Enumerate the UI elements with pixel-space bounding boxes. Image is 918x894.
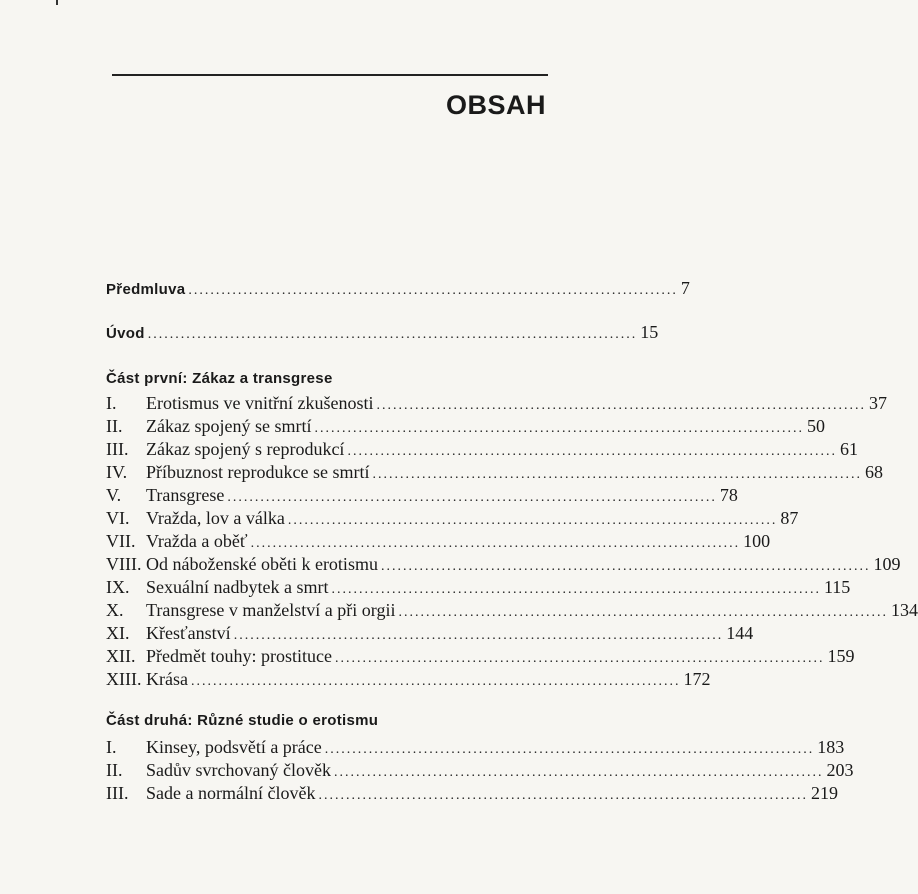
toc-entry-page: 7	[680, 278, 690, 298]
chapter-number: II.	[106, 760, 123, 780]
dot-leader: .........................................................................................	[227, 490, 717, 505]
chapter-title: Transgrese v manželství a při orgii	[146, 600, 396, 620]
dot-leader: .........................................................................................	[147, 327, 638, 342]
dot-leader: .........................................................................................	[287, 513, 778, 528]
dot-leader: .........................................................................................	[233, 628, 724, 643]
chapter-page: 37	[868, 393, 887, 413]
chapter-page: 183	[817, 737, 845, 757]
chapter-number: II.	[106, 416, 123, 436]
toc-entry-page: 15	[640, 322, 659, 342]
chapter-page: 144	[726, 623, 754, 643]
chapter-title: Předmět touhy: prostituce	[146, 646, 332, 666]
chapter-page: 50	[806, 416, 825, 436]
dot-leader: .........................................................................................	[250, 536, 741, 551]
chapter-number: I.	[106, 393, 117, 413]
chapter-number: X.	[106, 600, 124, 620]
toc-entry-title: Úvod	[106, 325, 145, 342]
chapter-title: Transgrese	[146, 485, 225, 505]
dot-leader: .........................................................................................	[318, 788, 808, 803]
chapter-number: XII.	[106, 646, 136, 666]
dot-leader: .........................................................................................	[380, 559, 871, 574]
chapter-number: V.	[106, 485, 122, 505]
chapter-title: Sadův svrchovaný člověk	[146, 760, 331, 780]
chapter-number: VII.	[106, 531, 136, 551]
toc-entry	[106, 667, 711, 694]
chapter-title: Kinsey, podsvětí a práce	[146, 737, 322, 757]
dot-leader: .........................................................................................	[334, 651, 825, 666]
toc-entry-title: Předmluva	[106, 281, 186, 298]
chapter-title: Sexuální nadbytek a smrt	[146, 577, 329, 597]
page-edge-mark	[56, 0, 58, 5]
chapter-title: Zákaz spojený s reprodukcí	[146, 439, 345, 459]
chapter-number: III.	[106, 439, 129, 459]
chapter-page: 78	[719, 485, 738, 505]
chapter-page: 115	[823, 577, 851, 597]
chapter-title: Sade a normální člověk	[146, 783, 316, 803]
chapter-number: XI.	[106, 623, 130, 643]
toc-entry-predmluva	[106, 276, 690, 303]
chapter-title: Vražda, lov a válka	[146, 508, 285, 528]
chapter-page: 159	[827, 646, 855, 666]
dot-leader: .........................................................................................	[188, 283, 678, 298]
chapter-page: 100	[743, 531, 771, 551]
dot-leader: .........................................................................................	[331, 582, 821, 597]
dot-leader: .........................................................................................	[376, 398, 866, 413]
chapter-number: IV.	[106, 462, 128, 482]
chapter-number: XIII.	[106, 669, 142, 689]
chapter-number: I.	[106, 737, 117, 757]
dot-leader: .........................................................................................	[333, 765, 824, 780]
part-two-title: Část druhá: Různé studie o erotismu	[106, 712, 379, 729]
chapter-number: IX.	[106, 577, 130, 597]
chapter-page: 87	[780, 508, 799, 528]
chapter-page: 203	[826, 760, 854, 780]
dot-leader: .........................................................................................	[324, 742, 815, 757]
chapter-title: Zákaz spojený se smrtí	[146, 416, 312, 436]
part-one-title: Část první: Zákaz a transgrese	[106, 370, 333, 387]
chapter-page: 219	[810, 783, 838, 803]
chapter-number: VIII.	[106, 554, 142, 574]
chapter-title: Od náboženské oběti k erotismu	[146, 554, 378, 574]
chapter-title: Křesťanství	[146, 623, 231, 643]
page-title: OBSAH	[445, 90, 546, 120]
dot-leader: .........................................................................................	[372, 467, 862, 482]
chapter-page: 172	[683, 669, 711, 689]
chapter-title: Příbuznost reprodukce se smrtí	[146, 462, 370, 482]
chapter-title: Krása	[146, 669, 188, 689]
chapter-title: Vražda a oběť	[146, 531, 248, 551]
chapter-page: 61	[839, 439, 858, 459]
dot-leader: .........................................................................................	[398, 605, 888, 620]
chapter-page: 109	[873, 554, 901, 574]
chapter-page: 134	[890, 600, 918, 620]
dot-leader: .........................................................................................	[190, 674, 681, 689]
dot-leader: .........................................................................................	[347, 444, 837, 459]
chapter-number: VI.	[106, 508, 130, 528]
chapter-title: Erotismus ve vnitřní zkušenosti	[146, 393, 374, 413]
chapter-number: III.	[106, 783, 129, 803]
top-rule	[112, 74, 548, 76]
chapter-page: 68	[864, 462, 883, 482]
toc-entry	[106, 781, 838, 808]
dot-leader: .........................................................................................	[314, 421, 804, 436]
toc-entry-uvod	[106, 320, 659, 347]
